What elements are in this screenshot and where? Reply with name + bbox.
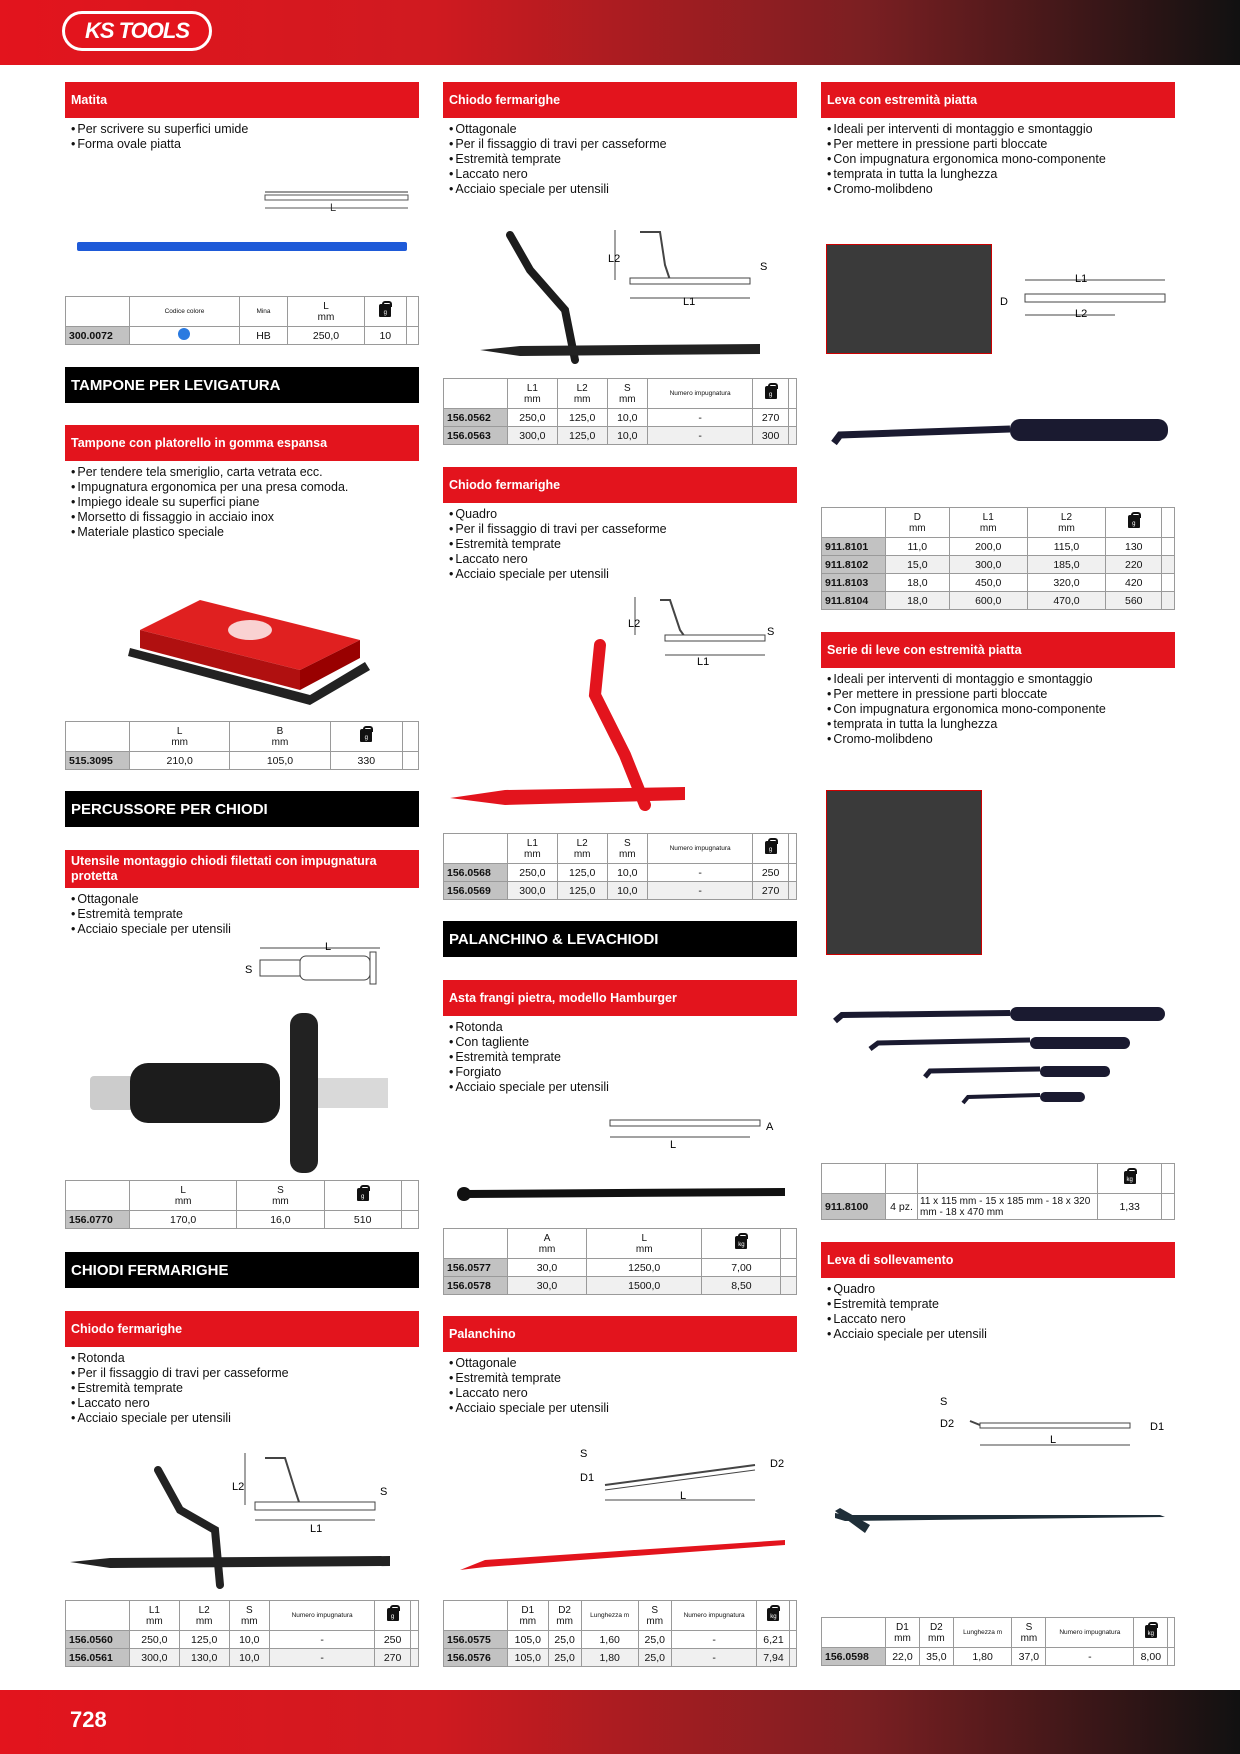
svg-text:S: S (760, 261, 768, 273)
section-title: Chiodo fermarighe (65, 1311, 419, 1347)
feature-list (65, 892, 419, 937)
feature-list (443, 1020, 797, 1095)
page-number: 728 (70, 1707, 107, 1732)
feature-item: • Per scrivere su superfici umide (65, 122, 419, 137)
feature-item: • Morsetto di fissaggio in acciaio inox (65, 510, 419, 525)
feature-item: • Quadro (821, 1282, 1175, 1297)
spec-table: Codice colore Mina L mm g 300.0072 HB 250,0 10 (65, 296, 419, 345)
feature-list (821, 1282, 1175, 1342)
feature-list (65, 1351, 419, 1426)
section-title: Utensile montaggio chiodi filettati con impugnatura protetta (65, 850, 419, 888)
svg-text:D1: D1 (580, 1472, 595, 1484)
form-nail-red-image (445, 595, 785, 820)
section-title: Leva di sollevamento (821, 1242, 1175, 1278)
svg-text:L2: L2 (608, 253, 621, 265)
pry-bar-image (830, 415, 1170, 455)
svg-text:D2: D2 (940, 1418, 955, 1430)
spec-table: A mm L mm kg 156.0577 30,0 1250,0 7,00 156.0578 30,0 1500,0 8,50 (443, 1228, 797, 1295)
weight-icon: g (379, 304, 391, 317)
form-nail-black-image (70, 1450, 410, 1590)
feature-item: • Ottagonale (443, 1356, 797, 1371)
spec-table: L1 mm L2 mm S mm Numero impugnatura g 156.0562 250,0 125,0 10,0 - 270 156.0563 300,0 125,0 10,0 - 300 (443, 378, 797, 445)
section-title: Asta frangi pietra, modello Hamburger (443, 980, 797, 1016)
lifting-bar-image (830, 1393, 1170, 1543)
feature-item: • Ottagonale (443, 122, 797, 137)
svg-text:D: D (1000, 296, 1008, 308)
usage-photo (826, 790, 982, 955)
feature-item: • Impiego ideale su superfici piane (65, 495, 419, 510)
weight-icon: g (1128, 515, 1140, 528)
svg-text:A: A (766, 1121, 774, 1133)
feature-item: • Estremità temprate (65, 1381, 419, 1396)
feature-item: • Ottagonale (65, 892, 419, 907)
pry-bar-drawing (995, 270, 1170, 330)
feature-item: • Materiale plastico speciale (65, 525, 419, 540)
feature-item: • Per mettere in pressione parti bloccate (821, 687, 1175, 702)
feature-list (821, 672, 1175, 747)
feature-item: • Per tendere tela smeriglio, carta vetrata ecc. (65, 465, 419, 480)
section-serie (821, 632, 1175, 747)
feature-item: • Acciaio speciale per utensili (443, 567, 797, 582)
feature-item: • temprata in tutta la lunghezza (821, 167, 1175, 182)
section-sollevamento (821, 1242, 1175, 1342)
svg-text:S: S (380, 1486, 388, 1498)
feature-item: • Forgiato (443, 1065, 797, 1080)
spec-table: L mm B mm g 515.3095 210,0 105,0 330 (65, 721, 419, 770)
weight-icon: g (360, 729, 372, 742)
feature-list (443, 122, 797, 197)
spec-table: kg 911.8100 4 pz. 11 x 115 mm - 15 x 185 mm - 18 x 320 mm - 18 x 470 mm 1,33 (821, 1163, 1175, 1220)
page-header (0, 0, 1240, 65)
feature-item: • Acciaio speciale per utensili (65, 922, 419, 937)
svg-text:L1: L1 (683, 296, 696, 308)
svg-text:L: L (670, 1139, 677, 1151)
feature-item: • Quadro (443, 507, 797, 522)
section-title: Tampone con platorello in gomma espansa (65, 425, 419, 461)
svg-text:S: S (245, 964, 253, 976)
section-title: Leva con estremità piatta (821, 82, 1175, 118)
section-tampone (65, 425, 419, 540)
svg-text:L: L (330, 202, 337, 214)
page-footer (0, 1690, 1240, 1754)
feature-item: • Rotonda (65, 1351, 419, 1366)
section-title: Matita (65, 82, 419, 118)
feature-list (443, 1356, 797, 1416)
feature-item: • Acciaio speciale per utensili (65, 1411, 419, 1426)
weight-icon: kg (1145, 1625, 1157, 1638)
svg-text:D1: D1 (1150, 1421, 1165, 1433)
feature-item: • Ideali per interventi di montaggio e smontaggio (821, 122, 1175, 137)
feature-item: • Acciaio speciale per utensili (443, 182, 797, 197)
color-dot (178, 328, 190, 340)
section-chiodo-rotonda (65, 1311, 419, 1426)
feature-item: • Acciaio speciale per utensili (443, 1080, 797, 1095)
feature-item: • Cromo-molibdeno (821, 732, 1175, 747)
category-bar: CHIODI FERMARIGHE (65, 1252, 419, 1288)
feature-item: • Estremità temprate (443, 1371, 797, 1386)
category-bar: PALANCHINO & LEVACHIODI (443, 921, 797, 957)
feature-item: • Con impugnatura ergonomica mono-componente (821, 702, 1175, 717)
feature-item: • Con tagliente (443, 1035, 797, 1050)
feature-item: • Estremità temprate (821, 1297, 1175, 1312)
feature-item: • Per mettere in pressione parti bloccate (821, 137, 1175, 152)
feature-item: • Forma ovale piatta (65, 137, 419, 152)
section-title: Palanchino (443, 1316, 797, 1352)
section-palanchino (443, 1316, 797, 1416)
spec-table: D1 mm D2 mm Lunghezza m S mm Numero impugnatura kg 156.0575 105,0 25,0 1,60 25,0 - 6,21 156.0576 105,0 25,0 1,80 25,0 - 7,94 (443, 1600, 797, 1667)
stone-breaker-bar-image (450, 1112, 790, 1212)
section-title: Chiodo fermarighe (443, 82, 797, 118)
sanding-block-image (120, 570, 370, 710)
feature-item: • Per il fissaggio di travi per casseforme (443, 137, 797, 152)
nail-setter-image (90, 938, 410, 1173)
form-nail-octagonal-image (470, 220, 790, 370)
feature-item: • Laccato nero (443, 167, 797, 182)
feature-item: • Laccato nero (65, 1396, 419, 1411)
section-matita (65, 82, 419, 152)
feature-item: • Ideali per interventi di montaggio e smontaggio (821, 672, 1175, 687)
pry-bar-set-image (830, 1005, 1170, 1115)
spec-table: D mm L1 mm L2 mm g 911.8101 11,0 200,0 115,0 130 911.8102 15,0 300,0 185,0 220 911.8103 18,0 450,0 320,0 420 911.8104 18,0 600,0 470,0 560 (821, 507, 1175, 610)
weight-icon: g (765, 841, 777, 854)
svg-text:L: L (680, 1490, 687, 1502)
spec-table: D1 mm D2 mm Lunghezza m S mm Numero impugnatura kg 156.0598 22,0 35,0 1,80 37,0 - 8,00 (821, 1617, 1175, 1666)
feature-item: • Estremità temprate (443, 152, 797, 167)
spec-table: L mm S mm g 156.0770 170,0 16,0 510 (65, 1180, 419, 1229)
feature-item: • Acciaio speciale per utensili (821, 1327, 1175, 1342)
section-title: Serie di leve con estremità piatta (821, 632, 1175, 668)
feature-item: • Estremità temprate (443, 537, 797, 552)
svg-text:S: S (940, 1396, 948, 1408)
feature-list (443, 507, 797, 582)
crowbar-red-image (455, 1445, 795, 1575)
feature-item: • Estremità temprate (65, 907, 419, 922)
svg-text:L1: L1 (310, 1523, 323, 1535)
weight-icon: kg (767, 1608, 779, 1621)
category-bar: PERCUSSORE PER CHIODI (65, 791, 419, 827)
spec-table: L1 mm L2 mm S mm Numero impugnatura g 156.0568 250,0 125,0 10,0 - 250 156.0569 300,0 125,0 10,0 - 270 (443, 833, 797, 900)
feature-item: • Per il fissaggio di travi per casseforme (65, 1366, 419, 1381)
feature-item: • Laccato nero (443, 1386, 797, 1401)
feature-item: • Laccato nero (821, 1312, 1175, 1327)
section-asta (443, 980, 797, 1095)
feature-item: • Laccato nero (443, 552, 797, 567)
section-chiodo-quadro (443, 467, 797, 582)
weight-icon: kg (1124, 1171, 1136, 1184)
section-percussore (65, 850, 419, 937)
feature-item: • temprata in tutta la lunghezza (821, 717, 1175, 732)
feature-item: • Per il fissaggio di travi per casseforme (443, 522, 797, 537)
ks-tools-logo: KS TOOLS (62, 11, 212, 51)
section-leva (821, 82, 1175, 197)
feature-list (65, 122, 419, 152)
feature-item: • Cromo-molibdeno (821, 182, 1175, 197)
pencil-image (65, 180, 419, 260)
svg-text:S: S (580, 1448, 588, 1460)
svg-text:L: L (325, 941, 332, 953)
svg-text:L2: L2 (628, 618, 641, 630)
svg-text:D2: D2 (770, 1458, 785, 1470)
svg-text:L: L (1050, 1434, 1057, 1446)
section-title: Chiodo fermarighe (443, 467, 797, 503)
svg-text:S: S (767, 626, 775, 638)
feature-list (65, 465, 419, 540)
feature-list (821, 122, 1175, 197)
category-bar: TAMPONE PER LEVIGATURA (65, 367, 419, 403)
weight-icon: g (357, 1188, 369, 1201)
svg-text:L1: L1 (1075, 273, 1088, 285)
weight-icon: g (387, 1608, 399, 1621)
usage-photo (826, 244, 992, 354)
svg-text:L2: L2 (1075, 308, 1088, 320)
section-chiodo-ottagonale (443, 82, 797, 197)
feature-item: • Estremità temprate (443, 1050, 797, 1065)
svg-text:L1: L1 (697, 656, 710, 668)
feature-item: • Con impugnatura ergonomica mono-componente (821, 152, 1175, 167)
weight-icon: g (765, 386, 777, 399)
svg-text:L2: L2 (232, 1481, 245, 1493)
feature-item: • Rotonda (443, 1020, 797, 1035)
feature-item: • Acciaio speciale per utensili (443, 1401, 797, 1416)
spec-table: L1 mm L2 mm S mm Numero impugnatura g 156.0560 250,0 125,0 10,0 - 250 156.0561 300,0 130,0 10,0 - 270 (65, 1600, 419, 1667)
weight-icon: kg (735, 1236, 747, 1249)
feature-item: • Impugnatura ergonomica per una presa comoda. (65, 480, 419, 495)
